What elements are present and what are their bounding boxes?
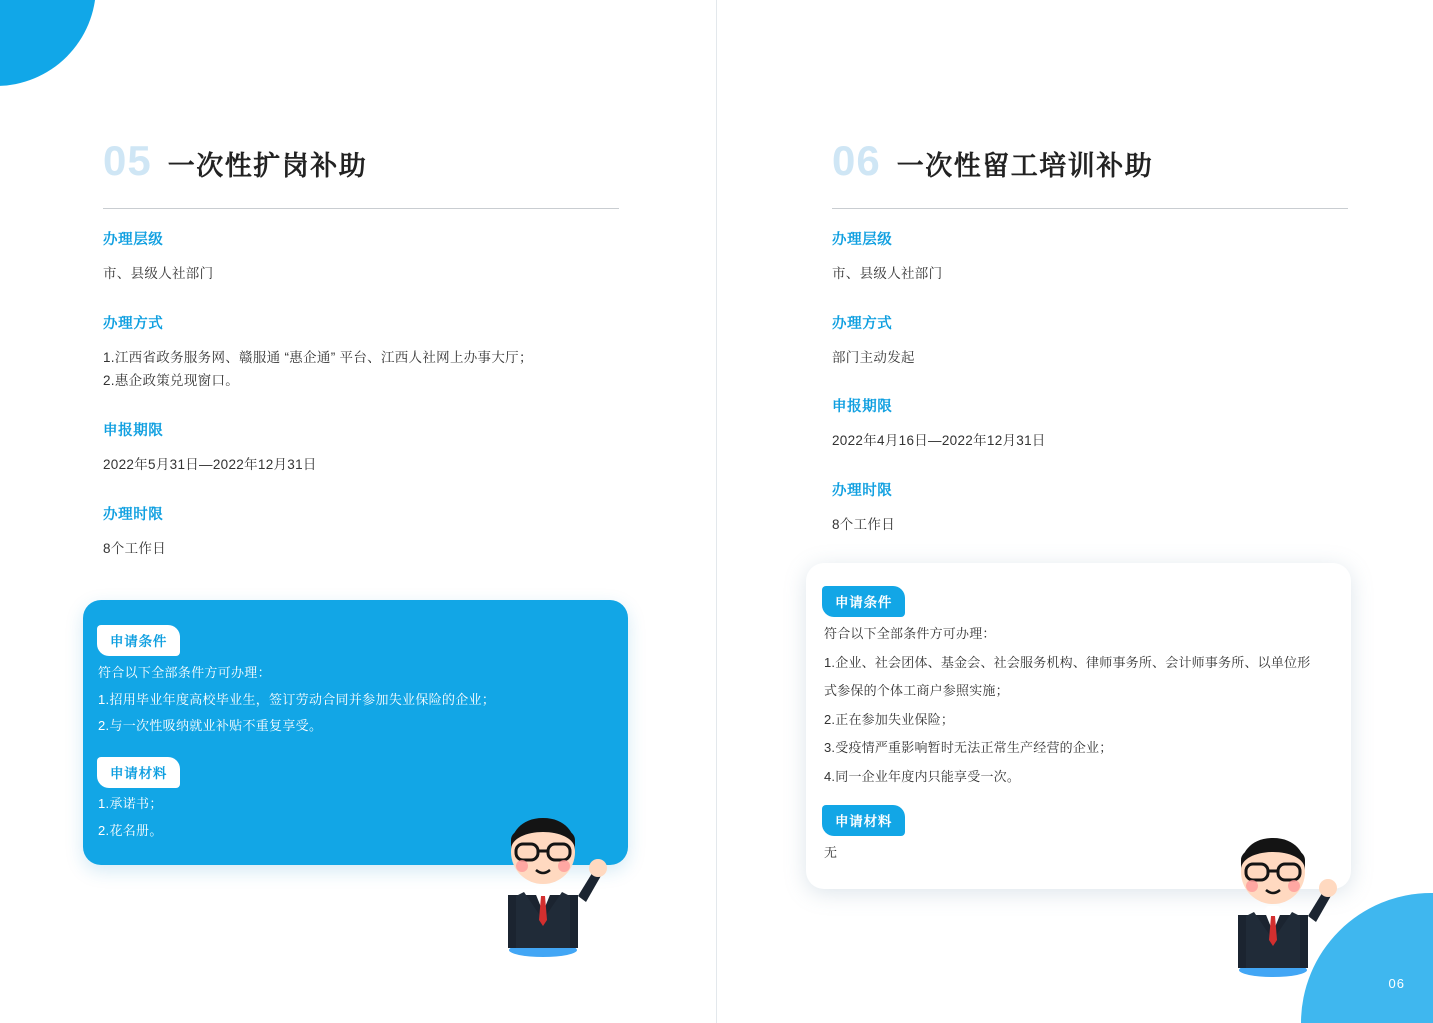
field-label: 办理层级 [832,232,893,248]
material-line: 2.花名册。 [98,822,163,838]
condition-line: 2.与一次性吸纳就业补贴不重复享受。 [98,718,323,734]
field-handling-method [832,312,1392,370]
field-line: 2022年5月31日—2022年12月31日 [103,456,317,472]
header-rule [103,208,619,209]
material-line: 1.承诺书； [98,796,163,811]
condition-line: 1.招用毕业年度高校毕业生，签订劳动合同并参加失业保险的企业； [98,691,496,707]
field-processing-time [103,503,663,561]
field-label: 申报期限 [103,422,164,439]
field-line: 1.江西省政务服务网、赣服通 “惠企通” 平台、江西人社网上办事大厅； [103,349,533,365]
application-conditions-text [824,620,1349,792]
field-line: 市、县级人社部门 [832,266,943,281]
section-06-header [832,137,1352,209]
field-label: 办理方式 [103,315,164,332]
field-line: 8个工作日 [103,540,167,556]
field-label: 办理层级 [103,232,164,248]
section-title: 一次性留工培训补助 [896,151,1154,181]
field-label: 办理时限 [832,482,893,499]
material-line: 无 [824,845,838,860]
application-conditions-text [98,660,578,740]
field-label: 办理时限 [103,506,164,523]
field-value [103,262,663,286]
tag-label: 申请条件 [835,595,893,610]
tag-label: 申请材料 [835,814,893,829]
mascot-illustration [1208,820,1338,980]
condition-line: 2.正在参加失业保险； [824,711,955,727]
field-line: 2022年4月16日—2022年12月31日 [832,433,1046,449]
mascot-illustration [478,800,608,960]
field-application-period [832,395,1392,453]
section-05-fields [103,228,663,586]
condition-line: 符合以下全部条件方可办理： [824,626,996,641]
tag-application-materials [97,757,180,788]
tag-label: 申请条件 [110,634,168,649]
field-line: 8个工作日 [832,516,896,532]
field-line: 2.惠企政策兑现窗口。 [103,373,240,389]
field-value [103,453,663,477]
tag-label: 申请材料 [110,766,168,781]
section-05-header [103,137,623,209]
field-application-period [103,419,663,477]
section-number: 06 [832,137,881,184]
field-label: 申报期限 [832,399,893,416]
condition-line: 4.同一企业年度内只能享受一次。 [824,768,1021,784]
header-rule [832,208,1348,209]
field-handling-level [832,228,1392,286]
condition-line: 3.受疫情严重影响暂时无法正常生产经营的企业； [824,740,1113,756]
section-title: 一次性扩岗补助 [167,151,368,181]
field-value [832,262,1392,286]
section-number: 05 [103,137,152,184]
field-value [103,537,663,561]
field-label: 办理方式 [832,315,893,332]
section-06-fields [832,228,1392,563]
condition-line: 1.企业、社会团体、基金会、社会服务机构、律师事务所、会计师事务所、以单位形 [824,654,1311,670]
field-value [832,429,1392,453]
field-line: 市、县级人社部门 [103,266,214,281]
condition-line: 式参保的个体工商户参照实施； [824,683,1009,699]
field-handling-method [103,312,663,393]
field-value [832,346,1392,370]
section-05-column [0,0,716,1023]
field-handling-level [103,228,663,286]
page-number: 06 [1388,976,1405,991]
field-value [832,513,1392,537]
condition-line: 符合以下全部条件方可办理： [98,665,271,680]
application-materials-text [98,791,518,844]
field-value [103,346,663,393]
application-materials-text [824,842,837,861]
field-line: 部门主动发起 [832,349,915,365]
tag-application-conditions [822,586,905,617]
field-processing-time [832,479,1392,537]
tag-application-conditions [97,625,180,656]
tag-application-materials [822,805,905,836]
